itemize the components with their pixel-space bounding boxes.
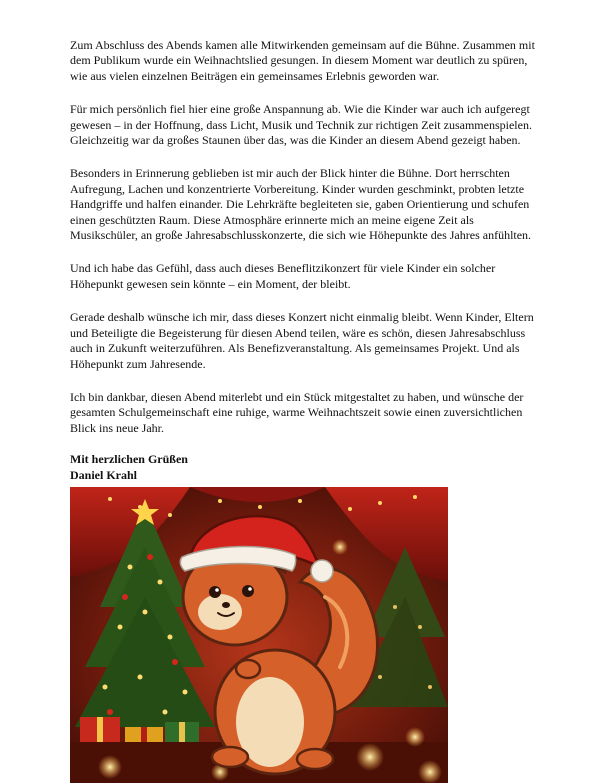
paragraph-1: Zum Abschluss des Abends kamen alle Mitwirkenden gemeinsam auf die Bühne. Zusammen mit dem Publikum wurde ein Weihnachtslied gesungen. In diesem Moment war deutlich zu spüren, wie aus vielen einzelnen Beiträgen ein gemeinsames Erlebnis geworden war. [70, 38, 535, 83]
christmas-squirrel-illustration [70, 487, 448, 783]
signature-name: Daniel Krahl [70, 467, 138, 482]
paragraph-3: Besonders in Erinnerung geblieben ist mir auch der Blick hinter die Bühne. Dort herrschten Aufregung, Lachen und konzentrierte Vorbereitung. Kinder wurden geschminkt, probten letzte Handgriffe und halfen einander. Die Lehrkräfte begleiteten sie, gaben Orientierung und schufen einen geschützten Raum. Diese Atmosphäre erinnerte mich an meine eigene Zeit als Musikschüler, an große Jahresabschlusskonzerte, die sich wie Höhepunkte des Jahres anfühlten. [70, 166, 532, 243]
closing-greeting: Mit herzlichen Grüßen [70, 452, 188, 467]
letter-body [70, 38, 544, 483]
paragraph-4: Und ich habe das Gefühl, dass auch dieses Beneflitzikonzert für viele Kinder ein solcher Höhepunkt gewesen sein könnte – ein Moment, der bleibt. [70, 261, 496, 291]
signature-block [70, 452, 544, 483]
paragraph-2: Für mich persönlich fiel hier eine große Anspannung ab. Wie die Kinder war auch ich aufgeregt gewesen – in der Hoffnung, dass Licht, Musik und Technik zur richtigen Zeit zusammenspielen. Gleichzeitig war da großes Staunen über das, was die Kinder an diesem Abend gezeigt haben. [70, 102, 532, 148]
paragraph-6: Ich bin dankbar, diesen Abend miterlebt und ein Stück mitgestaltet zu haben, und wünsche der gesamten Schulgemeinschaft eine ruhige, warme Weihnachtszeit sowie einen zuversichtlichen Blick ins neue Jahr. [70, 389, 524, 435]
paragraph-5: Gerade deshalb wünsche ich mir, dass dieses Konzert nicht einmalig bleibt. Wenn Kinder, Eltern und Beteiligte die Begeisterung für diesen Abend teilen, wäre es schön, diesen Jahresabschluss auch in Zukunft weiterzuführen. Als Benefizveranstaltung. Als gemeinsames Projekt. Und als Höhepunkt zum Jahresende. [70, 310, 534, 371]
